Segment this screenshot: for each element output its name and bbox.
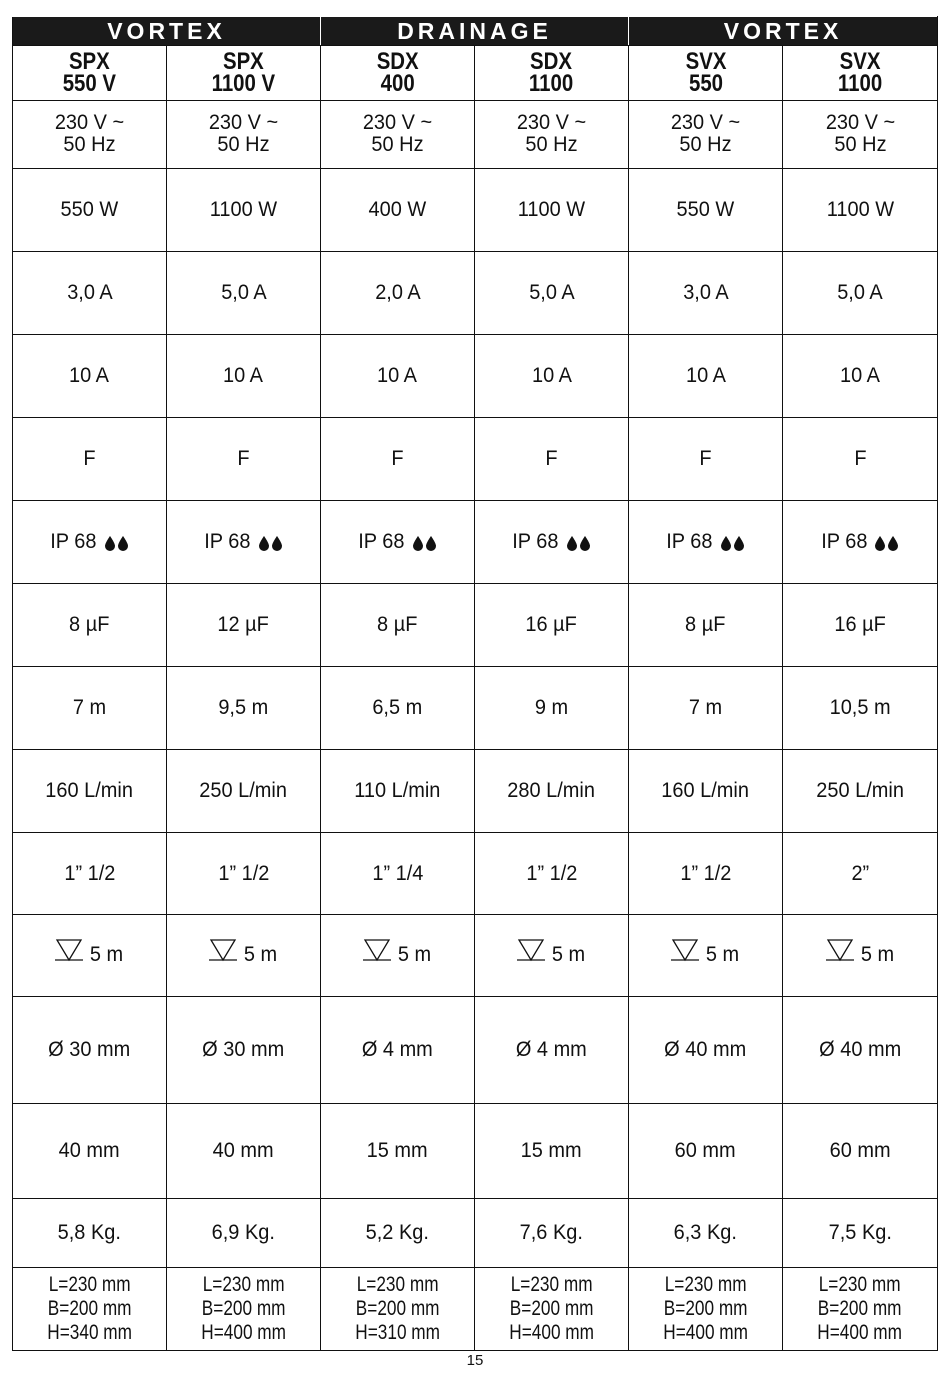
frequency-line: 50 Hz bbox=[217, 133, 270, 156]
fuse-value: 10 A bbox=[223, 364, 264, 387]
power-value: 1100 W bbox=[517, 198, 586, 221]
outlet-value: 1” 1/2 bbox=[217, 861, 270, 885]
water-drops-icon bbox=[874, 530, 900, 554]
height-line: H=340 mm bbox=[47, 1321, 132, 1344]
cell-protection bbox=[629, 501, 783, 584]
water-drops-icon bbox=[258, 530, 284, 554]
cell-voltage bbox=[629, 101, 783, 169]
fuse-value: 10 A bbox=[685, 364, 726, 387]
max-flow-value: 160 L/min bbox=[45, 779, 134, 802]
cell-min-level bbox=[321, 1104, 475, 1199]
cell-min-level bbox=[783, 1104, 938, 1199]
cell-weight bbox=[629, 1199, 783, 1268]
model-series: SPX bbox=[223, 48, 264, 75]
outlet-value: 1” 1/2 bbox=[63, 861, 116, 885]
max-flow-value: 250 L/min bbox=[816, 779, 904, 802]
insulation-class-value: F bbox=[391, 447, 404, 470]
power-value: 400 W bbox=[368, 198, 427, 221]
immersion-depth-triangle-icon bbox=[363, 938, 391, 968]
cell-capacitor bbox=[629, 584, 783, 667]
voltage-value bbox=[209, 112, 278, 156]
cell-weight bbox=[13, 1199, 167, 1268]
protection-value: IP 68 bbox=[50, 529, 97, 553]
row-particle-size bbox=[13, 997, 938, 1104]
model-series: SPX bbox=[69, 48, 110, 75]
model-number: 400 bbox=[380, 70, 415, 97]
insulation-class-value: F bbox=[699, 447, 712, 470]
dimensions-value bbox=[509, 1273, 594, 1345]
cell-max-head bbox=[321, 667, 475, 750]
model-name bbox=[529, 48, 574, 97]
frequency-line: 50 Hz bbox=[371, 133, 424, 156]
max-head-value: 7 m bbox=[72, 696, 107, 719]
width-line: B=200 mm bbox=[509, 1297, 594, 1320]
cell-particle-size bbox=[475, 997, 629, 1104]
height-line: H=400 mm bbox=[817, 1321, 903, 1344]
cell-max-depth bbox=[629, 915, 783, 997]
group-header-drainage: DRAINAGE bbox=[321, 17, 629, 46]
max-head-value: 9 m bbox=[534, 696, 569, 719]
cell-power bbox=[783, 169, 938, 252]
cell-insulation-class bbox=[783, 418, 938, 501]
cell-weight bbox=[475, 1199, 629, 1268]
capacitor-value: 16 µF bbox=[525, 613, 578, 636]
cell-particle-size bbox=[13, 997, 167, 1104]
dimensions-value bbox=[818, 1273, 903, 1345]
model-number: 1100 bbox=[837, 70, 883, 97]
weight-value: 7,6 Kg. bbox=[519, 1221, 584, 1244]
dimensions-value bbox=[355, 1273, 440, 1345]
cell-max-flow bbox=[475, 750, 629, 833]
current-value: 3,0 A bbox=[66, 281, 113, 304]
min-level-value: 15 mm bbox=[367, 1139, 429, 1162]
frequency-line: 50 Hz bbox=[525, 133, 578, 156]
cell-dimensions bbox=[629, 1268, 783, 1351]
insulation-class-value: F bbox=[83, 447, 96, 470]
power-value: 550 W bbox=[676, 198, 735, 221]
cell-outlet bbox=[783, 833, 938, 915]
current-value: 5,0 A bbox=[220, 281, 267, 304]
row-protection bbox=[13, 501, 938, 584]
cell-voltage bbox=[783, 101, 938, 169]
cell-protection bbox=[13, 501, 167, 584]
outlet-value: 1” 1/2 bbox=[526, 861, 578, 885]
voltage-line: 230 V ~ bbox=[516, 111, 587, 134]
cell-models bbox=[167, 46, 321, 101]
cell-max-flow bbox=[321, 750, 475, 833]
cell-power bbox=[13, 169, 167, 252]
max-flow-value: 280 L/min bbox=[507, 779, 596, 802]
capacitor-value: 12 µF bbox=[217, 613, 270, 636]
particle-size-value: Ø 4 mm bbox=[362, 1038, 433, 1061]
cell-fuse bbox=[13, 335, 167, 418]
model-number: 1100 V bbox=[211, 70, 276, 97]
cell-current bbox=[629, 252, 783, 335]
max-head-value: 9,5 m bbox=[218, 696, 269, 719]
max-depth-value: 5 m bbox=[551, 943, 586, 967]
weight-value: 7,5 Kg. bbox=[828, 1221, 892, 1244]
water-drops-icon bbox=[104, 530, 130, 554]
length-line: L=230 mm bbox=[202, 1273, 285, 1296]
cell-fuse bbox=[475, 335, 629, 418]
immersion-depth-triangle-icon bbox=[517, 938, 545, 968]
cell-voltage bbox=[167, 101, 321, 169]
cell-protection bbox=[321, 501, 475, 584]
height-line: H=400 mm bbox=[509, 1321, 594, 1344]
cell-voltage bbox=[475, 101, 629, 169]
cell-min-level bbox=[167, 1104, 321, 1199]
current-value: 2,0 A bbox=[374, 281, 421, 304]
max-head-value: 10,5 m bbox=[829, 696, 891, 719]
cell-models bbox=[475, 46, 629, 101]
current-value: 5,0 A bbox=[837, 281, 883, 304]
capacitor-value: 8 µF bbox=[69, 613, 110, 636]
cell-particle-size bbox=[167, 997, 321, 1104]
model-series: SDX bbox=[376, 48, 419, 75]
max-flow-value: 250 L/min bbox=[199, 779, 288, 802]
power-value: 1100 W bbox=[209, 198, 278, 221]
outlet-value: 2” bbox=[851, 861, 869, 885]
cell-particle-size bbox=[783, 997, 938, 1104]
max-flow-value: 110 L/min bbox=[354, 779, 441, 802]
cell-max-flow bbox=[13, 750, 167, 833]
cell-current bbox=[13, 252, 167, 335]
cell-insulation-class bbox=[475, 418, 629, 501]
model-name bbox=[211, 48, 276, 97]
cell-power bbox=[321, 169, 475, 252]
cell-max-head bbox=[13, 667, 167, 750]
model-number: 550 V bbox=[62, 70, 117, 97]
cell-max-depth bbox=[167, 915, 321, 997]
cell-particle-size bbox=[629, 997, 783, 1104]
cell-min-level bbox=[13, 1104, 167, 1199]
cell-max-depth bbox=[13, 915, 167, 997]
cell-power bbox=[167, 169, 321, 252]
cell-max-depth bbox=[321, 915, 475, 997]
row-capacitor bbox=[13, 584, 938, 667]
min-level-value: 15 mm bbox=[521, 1139, 583, 1162]
water-drops-icon bbox=[720, 530, 746, 554]
cell-fuse bbox=[629, 335, 783, 418]
max-depth-value: 5 m bbox=[705, 943, 740, 967]
max-depth-value: 5 m bbox=[243, 943, 278, 967]
cell-dimensions bbox=[475, 1268, 629, 1351]
width-line: B=200 mm bbox=[818, 1297, 902, 1320]
row-max-depth bbox=[13, 915, 938, 997]
model-name bbox=[837, 48, 883, 97]
protection-value: IP 68 bbox=[358, 529, 405, 553]
model-name bbox=[62, 48, 117, 97]
cell-insulation-class bbox=[321, 418, 475, 501]
immersion-depth-triangle-icon bbox=[671, 938, 699, 968]
water-drops-icon bbox=[566, 530, 592, 554]
model-number: 550 bbox=[688, 70, 723, 97]
model-series: SVX bbox=[685, 48, 726, 75]
fuse-value: 10 A bbox=[840, 364, 881, 387]
length-line: L=230 mm bbox=[510, 1273, 593, 1296]
min-level-value: 60 mm bbox=[829, 1139, 891, 1162]
cell-max-flow bbox=[629, 750, 783, 833]
min-level-value: 40 mm bbox=[59, 1139, 120, 1162]
cell-power bbox=[629, 169, 783, 252]
cell-outlet bbox=[475, 833, 629, 915]
cell-models bbox=[13, 46, 167, 101]
row-fuse bbox=[13, 335, 938, 418]
outlet-value: 1” 1/4 bbox=[371, 861, 424, 885]
voltage-line: 230 V ~ bbox=[54, 111, 125, 134]
cell-particle-size bbox=[321, 997, 475, 1104]
cell-dimensions bbox=[321, 1268, 475, 1351]
dimensions-value bbox=[47, 1273, 132, 1345]
weight-value: 6,3 Kg. bbox=[673, 1221, 738, 1244]
weight-value: 5,8 Kg. bbox=[57, 1221, 122, 1244]
insulation-class-value: F bbox=[237, 447, 250, 470]
max-depth-value: 5 m bbox=[397, 943, 432, 967]
cell-capacitor bbox=[167, 584, 321, 667]
protection-value: IP 68 bbox=[204, 529, 251, 553]
model-name bbox=[376, 48, 419, 97]
max-depth-value: 5 m bbox=[860, 943, 894, 967]
voltage-line: 230 V ~ bbox=[208, 111, 279, 134]
model-series: SDX bbox=[530, 48, 573, 75]
cell-max-head bbox=[475, 667, 629, 750]
width-line: B=200 mm bbox=[663, 1297, 748, 1320]
cell-models bbox=[783, 46, 938, 101]
width-line: B=200 mm bbox=[201, 1297, 286, 1320]
immersion-depth-triangle-icon bbox=[209, 938, 237, 968]
fuse-value: 10 A bbox=[531, 364, 572, 387]
model-name bbox=[685, 48, 726, 97]
cell-max-head bbox=[167, 667, 321, 750]
min-level-value: 40 mm bbox=[213, 1139, 274, 1162]
model-number: 1100 bbox=[529, 70, 574, 97]
cell-protection bbox=[475, 501, 629, 584]
cell-dimensions bbox=[167, 1268, 321, 1351]
row-current bbox=[13, 252, 938, 335]
voltage-line: 230 V ~ bbox=[825, 111, 895, 134]
length-line: L=230 mm bbox=[48, 1273, 131, 1296]
weight-value: 5,2 Kg. bbox=[365, 1221, 430, 1244]
insulation-class-value: F bbox=[853, 447, 867, 470]
group-header-row bbox=[13, 17, 938, 46]
cell-capacitor bbox=[783, 584, 938, 667]
cell-max-head bbox=[629, 667, 783, 750]
row-dimensions bbox=[13, 1268, 938, 1351]
voltage-value bbox=[517, 112, 586, 156]
width-line: B=200 mm bbox=[355, 1297, 440, 1320]
voltage-value bbox=[671, 112, 740, 156]
height-line: H=400 mm bbox=[201, 1321, 286, 1344]
cell-capacitor bbox=[475, 584, 629, 667]
row-power bbox=[13, 169, 938, 252]
cell-protection bbox=[167, 501, 321, 584]
cell-weight bbox=[167, 1199, 321, 1268]
row-min-level bbox=[13, 1104, 938, 1199]
cell-dimensions bbox=[13, 1268, 167, 1351]
frequency-line: 50 Hz bbox=[63, 133, 116, 156]
cell-voltage bbox=[321, 101, 475, 169]
current-value: 3,0 A bbox=[682, 281, 729, 304]
frequency-line: 50 Hz bbox=[679, 133, 732, 156]
cell-min-level bbox=[629, 1104, 783, 1199]
insulation-class-value: F bbox=[545, 447, 558, 470]
row-models bbox=[13, 46, 938, 101]
cell-capacitor bbox=[13, 584, 167, 667]
length-line: L=230 mm bbox=[664, 1273, 747, 1296]
group-header-vortex-2: VORTEX bbox=[629, 17, 938, 46]
fuse-value: 10 A bbox=[377, 364, 418, 387]
voltage-value bbox=[55, 112, 124, 156]
cell-weight bbox=[321, 1199, 475, 1268]
page-number: 15 bbox=[466, 1352, 484, 1369]
cell-fuse bbox=[321, 335, 475, 418]
immersion-depth-triangle-icon bbox=[826, 938, 854, 968]
fuse-value: 10 A bbox=[69, 364, 110, 387]
particle-size-value: Ø 30 mm bbox=[202, 1038, 285, 1061]
cell-current bbox=[783, 252, 938, 335]
cell-outlet bbox=[13, 833, 167, 915]
cell-fuse bbox=[167, 335, 321, 418]
particle-size-value: Ø 4 mm bbox=[516, 1038, 587, 1061]
cell-outlet bbox=[321, 833, 475, 915]
cell-capacitor bbox=[321, 584, 475, 667]
row-max-flow bbox=[13, 750, 938, 833]
current-value: 5,0 A bbox=[528, 281, 575, 304]
power-value: 550 W bbox=[60, 198, 119, 221]
cell-insulation-class bbox=[629, 418, 783, 501]
row-voltage bbox=[13, 101, 938, 169]
cell-max-flow bbox=[783, 750, 938, 833]
capacitor-value: 8 µF bbox=[377, 613, 418, 636]
immersion-depth-triangle-icon bbox=[55, 938, 83, 968]
height-line: H=400 mm bbox=[663, 1321, 748, 1344]
voltage-value bbox=[825, 112, 894, 156]
max-head-value: 6,5 m bbox=[372, 696, 423, 719]
row-max-head bbox=[13, 667, 938, 750]
cell-current bbox=[321, 252, 475, 335]
width-line: B=200 mm bbox=[47, 1297, 132, 1320]
power-value: 1100 W bbox=[826, 198, 894, 221]
group-header-vortex: VORTEX bbox=[13, 17, 321, 46]
cell-protection bbox=[783, 501, 938, 584]
voltage-line: 230 V ~ bbox=[362, 111, 433, 134]
capacitor-value: 16 µF bbox=[834, 613, 886, 636]
particle-size-value: Ø 40 mm bbox=[664, 1038, 747, 1061]
outlet-value: 1” 1/2 bbox=[680, 861, 732, 885]
cell-current bbox=[167, 252, 321, 335]
cell-current bbox=[475, 252, 629, 335]
voltage-line: 230 V ~ bbox=[670, 111, 741, 134]
voltage-value bbox=[363, 112, 432, 156]
cell-dimensions bbox=[783, 1268, 938, 1351]
cell-power bbox=[475, 169, 629, 252]
spec-table bbox=[12, 16, 938, 1351]
max-flow-value: 160 L/min bbox=[661, 779, 750, 802]
capacitor-value: 8 µF bbox=[685, 613, 726, 636]
max-head-value: 7 m bbox=[688, 696, 723, 719]
cell-min-level bbox=[475, 1104, 629, 1199]
cell-max-flow bbox=[167, 750, 321, 833]
cell-max-depth bbox=[475, 915, 629, 997]
height-line: H=310 mm bbox=[355, 1321, 440, 1344]
frequency-line: 50 Hz bbox=[833, 133, 887, 156]
cell-max-head bbox=[783, 667, 938, 750]
row-weight bbox=[13, 1199, 938, 1268]
protection-value: IP 68 bbox=[820, 529, 868, 553]
water-drops-icon bbox=[412, 530, 438, 554]
particle-size-value: Ø 40 mm bbox=[819, 1038, 902, 1061]
protection-value: IP 68 bbox=[666, 529, 713, 553]
cell-insulation-class bbox=[13, 418, 167, 501]
cell-outlet bbox=[629, 833, 783, 915]
protection-value: IP 68 bbox=[512, 529, 559, 553]
cell-insulation-class bbox=[167, 418, 321, 501]
dimensions-value bbox=[663, 1273, 748, 1345]
model-series: SVX bbox=[839, 48, 881, 75]
dimensions-value bbox=[201, 1273, 286, 1345]
min-level-value: 60 mm bbox=[675, 1139, 737, 1162]
row-insulation-class bbox=[13, 418, 938, 501]
length-line: L=230 mm bbox=[356, 1273, 439, 1296]
cell-max-depth bbox=[783, 915, 938, 997]
cell-fuse bbox=[783, 335, 938, 418]
cell-voltage bbox=[13, 101, 167, 169]
cell-outlet bbox=[167, 833, 321, 915]
weight-value: 6,9 Kg. bbox=[211, 1221, 276, 1244]
cell-models bbox=[321, 46, 475, 101]
max-depth-value: 5 m bbox=[89, 943, 124, 967]
length-line: L=230 mm bbox=[819, 1273, 901, 1296]
row-outlet bbox=[13, 833, 938, 915]
cell-weight bbox=[783, 1199, 938, 1268]
particle-size-value: Ø 30 mm bbox=[48, 1038, 131, 1061]
cell-models bbox=[629, 46, 783, 101]
